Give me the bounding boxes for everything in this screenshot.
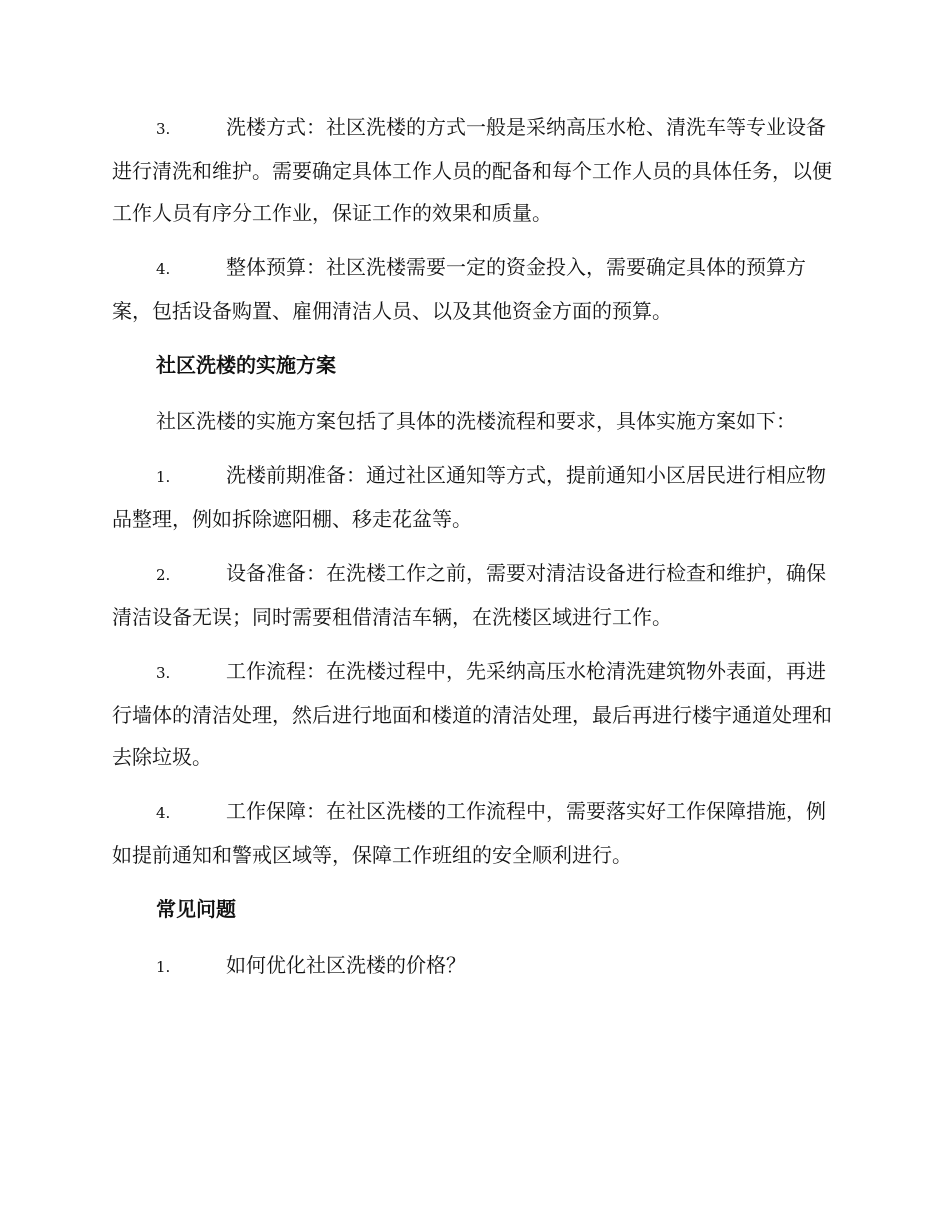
list-number: 2. <box>156 566 171 584</box>
list-item <box>112 790 842 876</box>
list-text: 洗楼方式：社区洗楼的方式一般是采纳高压水枪、清洗车等专业设备进行清洗和维护。需要确定具体工作人员的配备和每个工作人员的具体任务，以便工作人员有序分工作业，保证工作的效果和质量。 <box>112 115 832 225</box>
list-item <box>112 106 842 234</box>
list-text: 如何优化社区洗楼的价格？ <box>226 953 466 977</box>
list-item <box>112 944 842 988</box>
list-number: 3. <box>156 664 171 682</box>
list-number: 3. <box>156 120 171 138</box>
list-text: 整体预算：社区洗楼需要一定的资金投入，需要确定具体的预算方案，包括设备购置、雇佣清洁人员、以及其他资金方面的预算。 <box>112 255 806 323</box>
list-number: 1. <box>156 468 171 486</box>
document-page <box>112 106 842 1000</box>
list-text: 设备准备：在洗楼工作之前，需要对清洁设备进行检查和维护，确保清洁设备无误；同时需要租借清洁车辆，在洗楼区域进行工作。 <box>112 561 826 629</box>
list-item <box>112 246 842 332</box>
section-heading-implementation: 社区洗楼的实施方案 <box>156 353 336 377</box>
list-item <box>112 454 842 540</box>
section-heading-faq: 常见问题 <box>156 897 236 921</box>
list-number: 4. <box>156 804 171 822</box>
list-number: 1. <box>156 958 171 976</box>
list-text: 洗楼前期准备：通过社区通知等方式，提前通知小区居民进行相应物品整理，例如拆除遮阳棚、移走花盆等。 <box>112 463 826 531</box>
list-item <box>112 650 842 778</box>
list-item <box>112 552 842 638</box>
list-text: 工作保障：在社区洗楼的工作流程中，需要落实好工作保障措施，例如提前通知和警戒区域等，保障工作班组的安全顺利进行。 <box>112 799 826 867</box>
list-text: 工作流程：在洗楼过程中，先采纳高压水枪清洗建筑物外表面，再进行墙体的清洁处理，然后进行地面和楼道的清洁处理，最后再进行楼宇通道处理和去除垃圾。 <box>112 659 832 769</box>
list-number: 4. <box>156 260 171 278</box>
paragraph-intro: 社区洗楼的实施方案包括了具体的洗楼流程和要求，具体实施方案如下： <box>156 409 796 433</box>
